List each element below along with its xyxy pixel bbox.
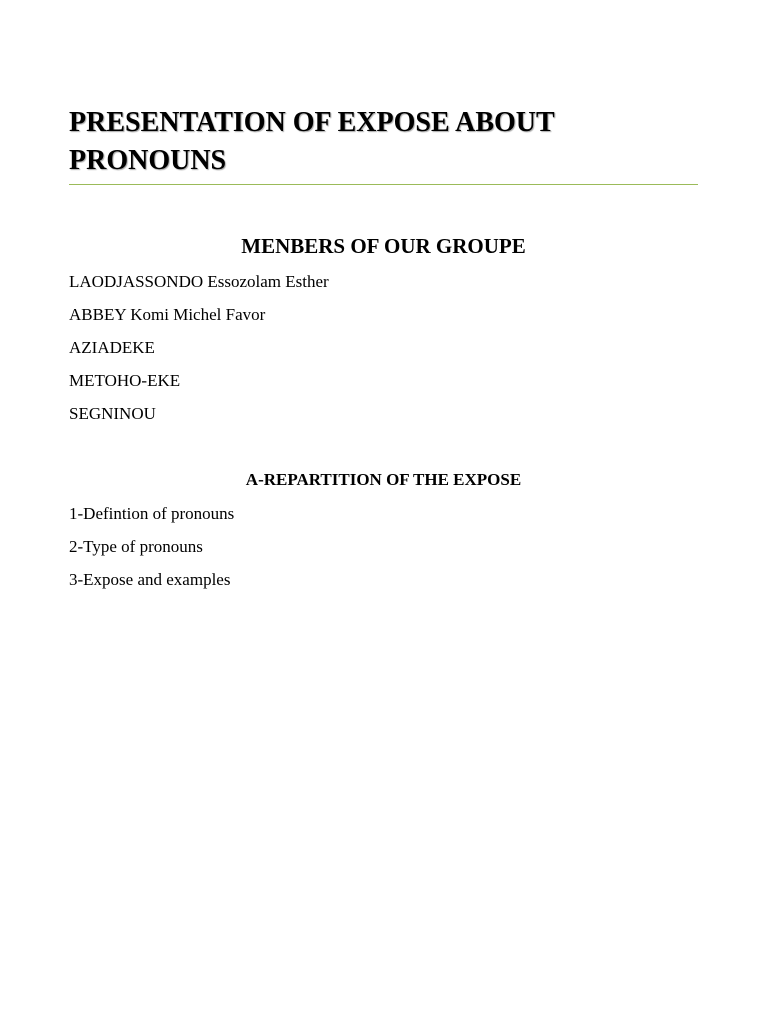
- title-divider: [69, 184, 698, 185]
- member-name: METOHO-EKE: [69, 371, 181, 390]
- member-name: AZIADEKE: [69, 338, 155, 357]
- page-title: PRESENTATION OF EXPOSE ABOUT PRONOUNS: [69, 107, 555, 176]
- members-heading: MENBERS OF OUR GROUPE: [241, 234, 526, 258]
- member-name: SEGNINOU: [69, 404, 156, 423]
- member-name: ABBEY Komi Michel Favor: [69, 305, 266, 324]
- repartition-item: 1-Defintion of pronouns: [69, 504, 235, 523]
- repartition-item: 2-Type of pronouns: [69, 537, 203, 556]
- repartition-item: 3-Expose and examples: [69, 570, 231, 589]
- repartition-heading: A-REPARTITION OF THE EXPOSE: [245, 470, 522, 489]
- member-name: LAODJASSONDO Essozolam Esther: [69, 272, 329, 291]
